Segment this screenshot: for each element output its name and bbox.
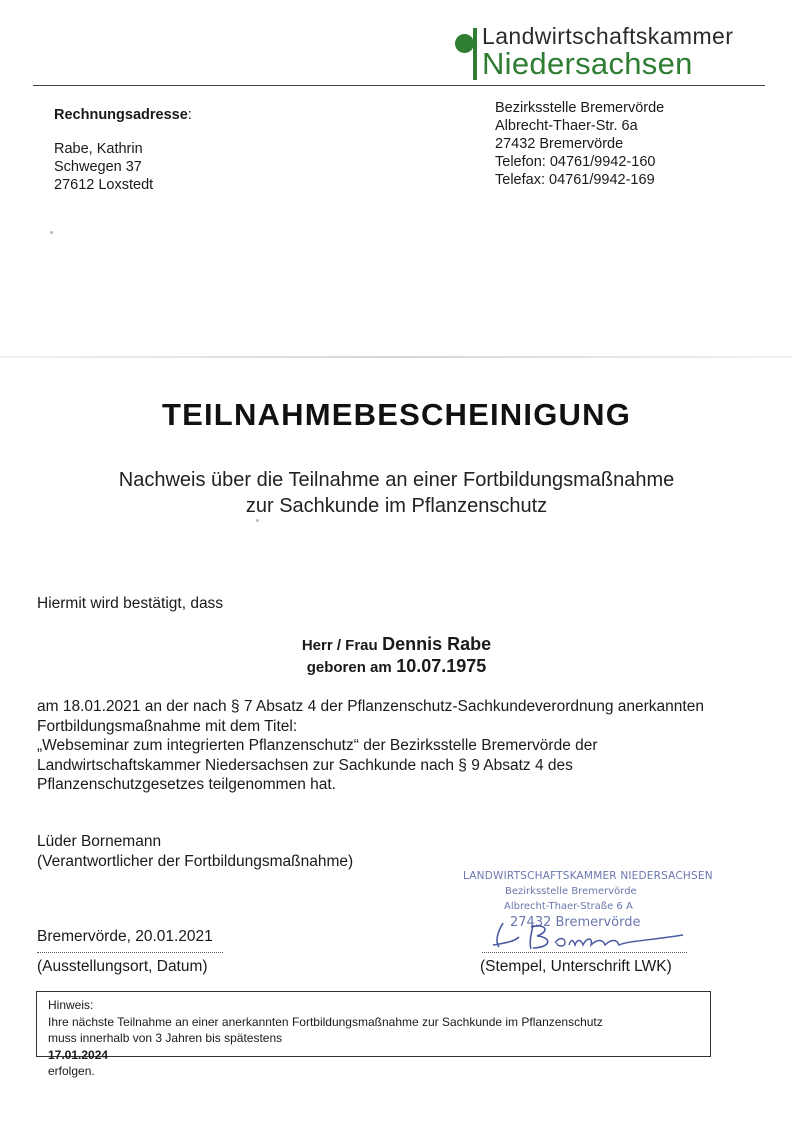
logo-bar <box>473 28 477 80</box>
stamp-line1: LANDWIRTSCHAFTSKAMMER NIEDERSACHSEN <box>463 870 713 882</box>
office-street: Albrecht-Thaer-Str. 6a <box>495 118 638 134</box>
responsible-role: (Verantwortlicher der Fortbildungsmaßnahme) <box>37 852 354 870</box>
stamp-line3: Albrecht-Thaer-Straße 6 A <box>504 901 633 912</box>
participant-name-row <box>0 634 793 656</box>
office-phone: Telefon: 04761/9942-160 <box>495 154 656 170</box>
paragraph-line: am 18.01.2021 an der nach § 7 Absatz 4 der Pflanzenschutz-Sachkundeverordnung anerkannten <box>37 698 704 715</box>
responsible-name: Lüder Bornemann <box>37 833 162 850</box>
participant-block <box>0 634 793 678</box>
confirmation-paragraph <box>37 697 767 795</box>
stamp-line4: 27432 Bremervörde <box>510 915 641 930</box>
notice-line2: muss innerhalb von 3 Jahren bis spätestens 17.01.2024 erfolgen. <box>48 1031 283 1078</box>
notice-box <box>36 991 711 1078</box>
issue-place-date: Bremervörde, 20.01.2021 <box>37 928 213 945</box>
billing-address <box>54 106 192 194</box>
office-city: 27432 Bremervörde <box>495 136 624 152</box>
birthdate: 10.07.1975 <box>396 656 487 676</box>
notice-label: Hinweis: <box>48 998 94 1012</box>
lwk-logo <box>452 22 772 84</box>
born-label: geboren am <box>306 659 392 676</box>
signature-dotted-line <box>482 952 687 953</box>
notice-deadline: 17.01.2024 <box>48 1047 109 1062</box>
subtitle-line1: Nachweis über die Teilnahme an einer Fortbildungsmaßnahme <box>118 469 675 491</box>
notice-line1: Ihre nächste Teilnahme an einer anerkannten Fortbildungsmaßnahme zur Sachkunde im Pflanzenschutz <box>48 1014 603 1029</box>
responsible-person <box>37 832 353 871</box>
signature <box>485 915 695 955</box>
subtitle-line2: zur Sachkunde im Pflanzenschutz <box>245 495 548 517</box>
intro-text: Hiermit wird bestätigt, dass <box>37 595 224 612</box>
place-date-caption: (Ausstellungsort, Datum) <box>37 958 208 975</box>
salutation: Herr / Frau <box>301 637 378 654</box>
paragraph-line: Fortbildungsmaßnahme mit dem Titel: <box>37 717 298 735</box>
billing-label: Rechnungsadresse: <box>54 107 192 123</box>
scan-speck <box>256 519 259 522</box>
document-title: TEILNAHMEBESCHEINIGUNG <box>161 397 632 432</box>
header-divider <box>33 85 765 86</box>
place-date-dotted-line <box>37 952 223 953</box>
billing-city: 27612 Loxstedt <box>54 177 154 193</box>
stamp-line2: Bezirksstelle Bremervörde <box>505 886 637 897</box>
paragraph-line: Landwirtschaftskammer Niedersachsen zur Sachkunde nach § 9 Absatz 4 des <box>37 756 573 774</box>
participant-birth-row <box>0 656 793 678</box>
billing-street: Schwegen 37 <box>54 159 142 175</box>
logo-line1: Landwirtschaftskammer <box>482 23 734 49</box>
stamp-signature-caption: (Stempel, Unterschrift LWK) <box>480 958 672 975</box>
scan-speck <box>50 231 53 234</box>
office-name: Bezirksstelle Bremervörde <box>495 100 665 116</box>
office-fax: Telefax: 04761/9942-169 <box>495 172 655 188</box>
paragraph-line: „Webseminar zum integrierten Pflanzenschutz“ der Bezirksstelle Bremervörde der <box>37 737 598 754</box>
logo-leaf-icon <box>455 34 474 53</box>
paragraph-line: Pflanzenschutzgesetzes teilgenommen hat. <box>37 776 336 793</box>
billing-name: Rabe, Kathrin <box>54 141 143 157</box>
participant-name: Dennis Rabe <box>382 634 492 654</box>
document-subtitle <box>0 467 793 519</box>
paper-fold-line <box>0 356 793 358</box>
logo-line2: Niedersachsen <box>482 46 693 81</box>
office-address <box>495 99 664 189</box>
